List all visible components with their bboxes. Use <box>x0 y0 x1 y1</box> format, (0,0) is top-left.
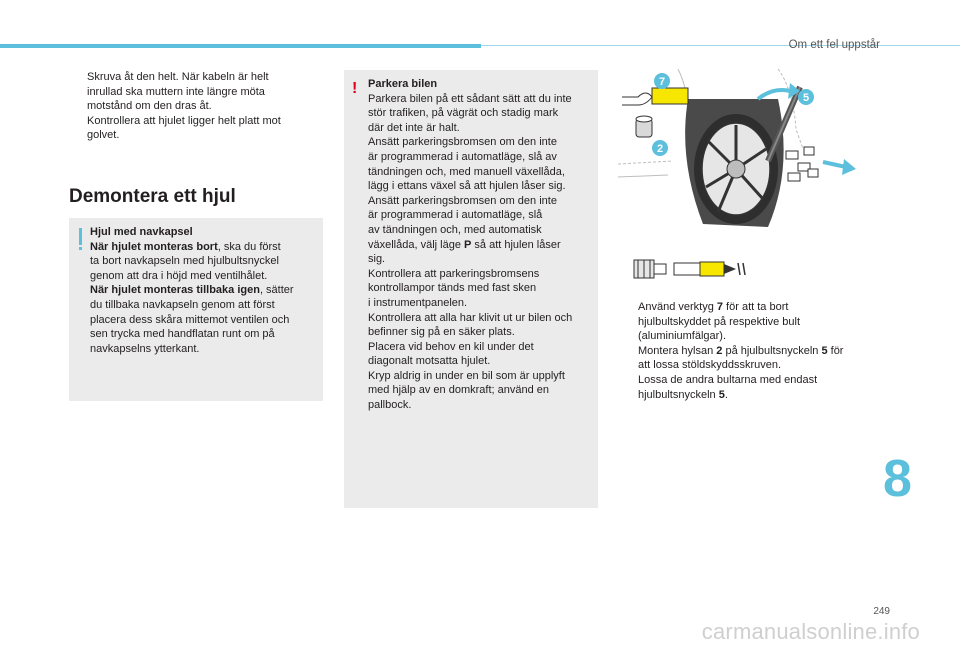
step-text-run: Montera hylsan <box>638 344 717 357</box>
warning-title <box>368 77 594 92</box>
warning-line: befinner sig på en säker plats. <box>368 326 515 339</box>
bolts <box>786 147 818 181</box>
bullet-line: Skruva åt den helt. När kabeln är helt <box>87 71 269 83</box>
info-bold: När hjulet monteras tillbaka igen <box>90 284 260 297</box>
intro-bullet <box>69 114 319 143</box>
warning-line: Kontrollera att alla har klivit ut ur bilen och <box>368 311 573 324</box>
warning-line: Placera vid behov en kil under det <box>368 340 534 353</box>
warning-line: Parkera bilen på ett sådant sätt att du inte <box>368 92 572 105</box>
info-box <box>69 218 323 401</box>
step-ref: 2 <box>716 344 723 357</box>
info-line <box>90 240 318 255</box>
step-ref: 5 <box>718 388 725 401</box>
step-item <box>620 344 880 373</box>
step-text-run: för <box>827 344 844 357</box>
step-text-run: . <box>724 388 728 401</box>
page-heading: Demontera ett hjul <box>69 186 236 207</box>
info-line <box>90 283 318 298</box>
warning-icon: ! <box>352 80 358 97</box>
step-item <box>620 373 880 402</box>
step-item <box>620 300 880 344</box>
warning-line: Ansätt parkeringsbromsen om den inte <box>368 136 557 149</box>
step-list <box>620 300 880 402</box>
step-line: hjulbultskyddet på respektive bult <box>638 315 801 328</box>
warning-line: är programmerad i automatläge, slå av <box>368 150 557 163</box>
warning-box <box>344 70 598 508</box>
step-line <box>638 300 880 315</box>
step-text-run: på hjulbultsnyckeln <box>722 344 822 357</box>
warning-line: tändningen och, med manuell växellåda, <box>368 165 565 178</box>
info-title <box>90 225 318 240</box>
info-line: du tillbaka navkapseln genom att först <box>90 298 275 311</box>
header-accent-bar <box>0 44 481 48</box>
warning-line: diagonalt motsatta hjulet. <box>368 355 491 368</box>
info-icon-dot <box>79 247 82 250</box>
callout-2: 2 <box>656 143 664 155</box>
warning-text-run: så att hjulen låser <box>471 238 561 251</box>
callout-7: 7 <box>658 76 666 88</box>
warning-line: Ansätt parkeringsbromsen om den inte <box>368 194 557 207</box>
warning-line <box>368 238 594 253</box>
warning-line: med hjälp av en domkraft; använd en <box>368 384 550 397</box>
tool-7-handle <box>652 88 688 104</box>
step-text-run: för att ta bort <box>723 301 789 313</box>
warning-line: är programmerad i automatläge, slå <box>368 209 543 222</box>
step-line: Lossa de andra bultarna med endast <box>638 373 818 386</box>
step-text-run: hjulbultsnyckeln <box>638 388 719 401</box>
info-text-run: , ska du först <box>217 240 281 253</box>
warning-line: Kontrollera att parkeringsbromsens <box>368 267 540 280</box>
callout-5: 5 <box>802 92 810 104</box>
info-line: navkapselns ytterkant. <box>90 342 200 355</box>
bullet-line: motstånd om den dras åt. <box>87 100 212 113</box>
page-number: 249 <box>873 606 890 617</box>
bullet-line: inrullad ska muttern inte längre möta <box>87 85 265 98</box>
gear-position: P <box>464 238 472 251</box>
info-line: ta bort navkapseln med hjulbultsnyckel <box>90 255 279 268</box>
warning-line: kontrollampor tänds med fast sken <box>368 282 537 295</box>
bullet-line: golvet. <box>87 129 120 142</box>
wheel-removal-illustration <box>618 69 868 234</box>
antitheft-tool-illustration <box>632 254 750 284</box>
warning-text-run: växellåda, välj läge <box>368 238 465 251</box>
warning-line: lägg i ettans växel så att hjulen låser sig. <box>368 180 566 193</box>
watermark: carmanualsonline.info <box>701 619 920 644</box>
info-title-text: Hjul med navkapsel <box>90 226 193 238</box>
chapter-tab: 8 <box>883 450 912 508</box>
info-icon <box>79 228 82 245</box>
info-line: genom att dra i höjd med ventilhålet. <box>90 269 268 282</box>
warning-line: Kryp aldrig in under en bil som är upplyft <box>368 369 565 382</box>
warning-line: i instrumentpanelen. <box>368 296 468 309</box>
warning-text <box>368 77 594 413</box>
info-line: sen trycka med handflatan runt om på <box>90 328 275 341</box>
section-title: Om ett fel uppstår <box>788 39 880 51</box>
warning-line: pallbock. <box>368 399 412 412</box>
warning-line: där det inte är halt. <box>368 121 460 134</box>
info-bold: När hjulet monteras bort <box>90 240 218 253</box>
step-ref: 7 <box>716 301 723 313</box>
intro-bullets <box>69 70 319 143</box>
step-line: (aluminiumfälgar). <box>638 330 727 343</box>
warning-line: stör trafiken, på vägrät och stadig mark <box>368 107 559 120</box>
step-ref: 5 <box>821 344 828 357</box>
info-text <box>90 225 318 356</box>
step-line: att lossa stöldskyddsskruven. <box>638 359 782 372</box>
step-text-run: Använd verktyg <box>638 301 717 313</box>
intro-bullet <box>69 70 319 114</box>
bullet-line: Kontrollera att hjulet ligger helt platt mot <box>87 114 281 127</box>
step-line <box>638 388 880 403</box>
warning-title-text: Parkera bilen <box>368 78 438 90</box>
step-line <box>638 344 880 359</box>
info-line: placera dess skåra mittemot ventilen och <box>90 313 290 326</box>
warning-line: sig. <box>368 253 386 266</box>
info-text-run: , sätter <box>259 284 294 297</box>
warning-line: av tändningen och, med automatisk <box>368 223 542 236</box>
header-rule <box>481 45 960 46</box>
